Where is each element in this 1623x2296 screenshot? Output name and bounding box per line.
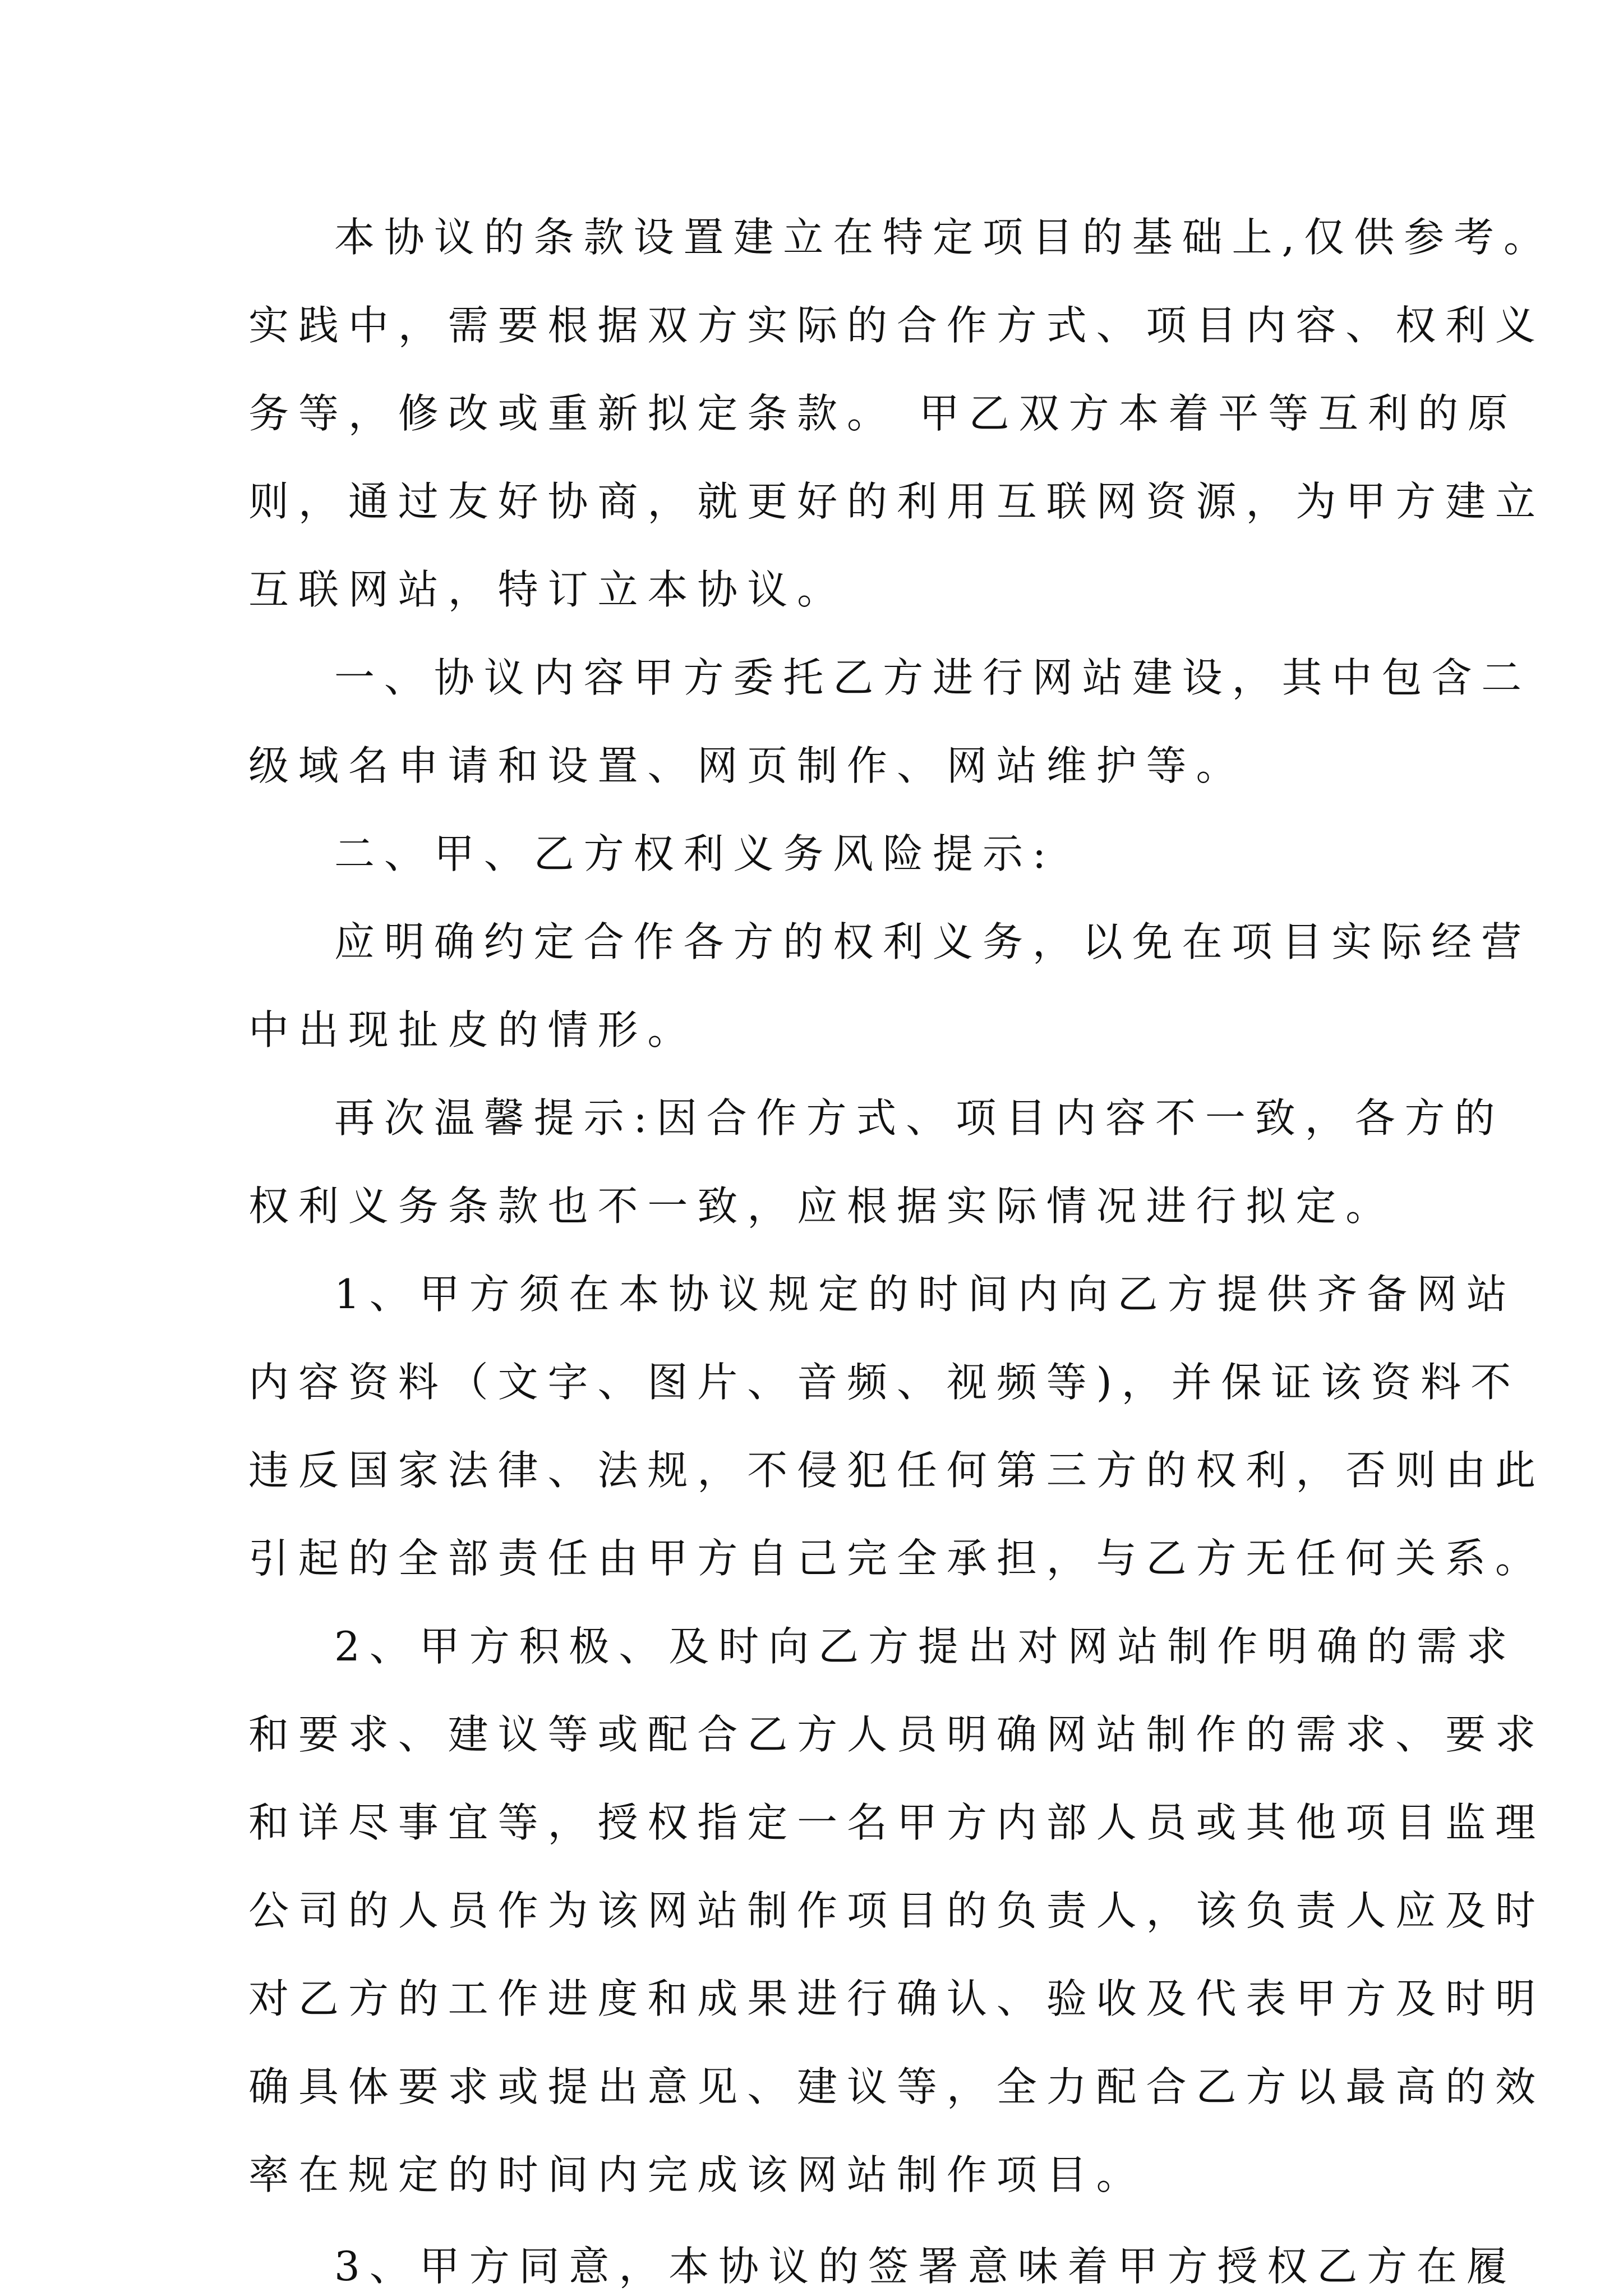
paragraph-line: 公司的人员作为该网站制作项目的负责人，该负责人应及时 [248, 1887, 1545, 1934]
paragraph-line: 二、甲、乙方权利义务风险提示: [334, 830, 1056, 877]
paragraph-line: 违反国家法律、法规，不侵犯任何第三方的权利，否则由此 [248, 1447, 1545, 1494]
paragraph-line: 则，通过友好协商，就更好的利用互联网资源，为甲方建立 [248, 478, 1545, 525]
paragraph-line: 权利义务条款也不一致，应根据实际情况进行拟定。 [248, 1182, 1396, 1230]
paragraph-line: 确具体要求或提出意见、建议等，全力配合乙方以最高的效 [248, 2063, 1545, 2110]
paragraph-line: 对乙方的工作进度和成果进行确认、验收及代表甲方及时明 [248, 1975, 1545, 2022]
paragraph-line: 和详尽事宜等，授权指定一名甲方内部人员或其他项目监理 [248, 1799, 1545, 1846]
paragraph-line: 互联网站，特订立本协议。 [248, 566, 847, 613]
paragraph-line: 再次温馨提示:因合作方式、项目内容不一致，各方的 [334, 1094, 1505, 1142]
paragraph-line: 内容资料（文字、图片、音频、视频等)，并保证该资料不 [248, 1359, 1521, 1406]
paragraph-line: 本协议的条款设置建立在特定项目的基础上,仅供参考。 [334, 214, 1553, 261]
paragraph-line: 中出现扯皮的情形。 [248, 1006, 698, 1053]
paragraph-line: 2、甲方积极、及时向乙方提出对网站制作明确的需求 [334, 1623, 1516, 1670]
paragraph-line: 实践中，需要根据双方实际的合作方式、项目内容、权利义 [248, 302, 1545, 349]
paragraph-line: 应明确约定合作各方的权利义务，以免在项目实际经营 [334, 918, 1532, 965]
paragraph-line: 3、甲方同意，本协议的签署意味着甲方授权乙方在履 [334, 2243, 1516, 2290]
paragraph-line: 级域名申请和设置、网页制作、网站维护等。 [248, 742, 1246, 789]
paragraph-line: 率在规定的时间内完成该网站制作项目。 [248, 2151, 1146, 2198]
paragraph-line: 引起的全部责任由甲方自己完全承担，与乙方无任何关系。 [248, 1535, 1545, 1582]
paragraph-line: 务等，修改或重新拟定条款。 甲乙双方本着平等互利的原 [248, 390, 1518, 437]
paragraph-line: 1、甲方须在本协议规定的时间内向乙方提供齐备网站 [334, 1271, 1516, 1318]
paragraph-line: 一、协议内容甲方委托乙方进行网站建设，其中包含二 [334, 654, 1532, 701]
paragraph-line: 和要求、建议等或配合乙方人员明确网站制作的需求、要求 [248, 1711, 1545, 1758]
